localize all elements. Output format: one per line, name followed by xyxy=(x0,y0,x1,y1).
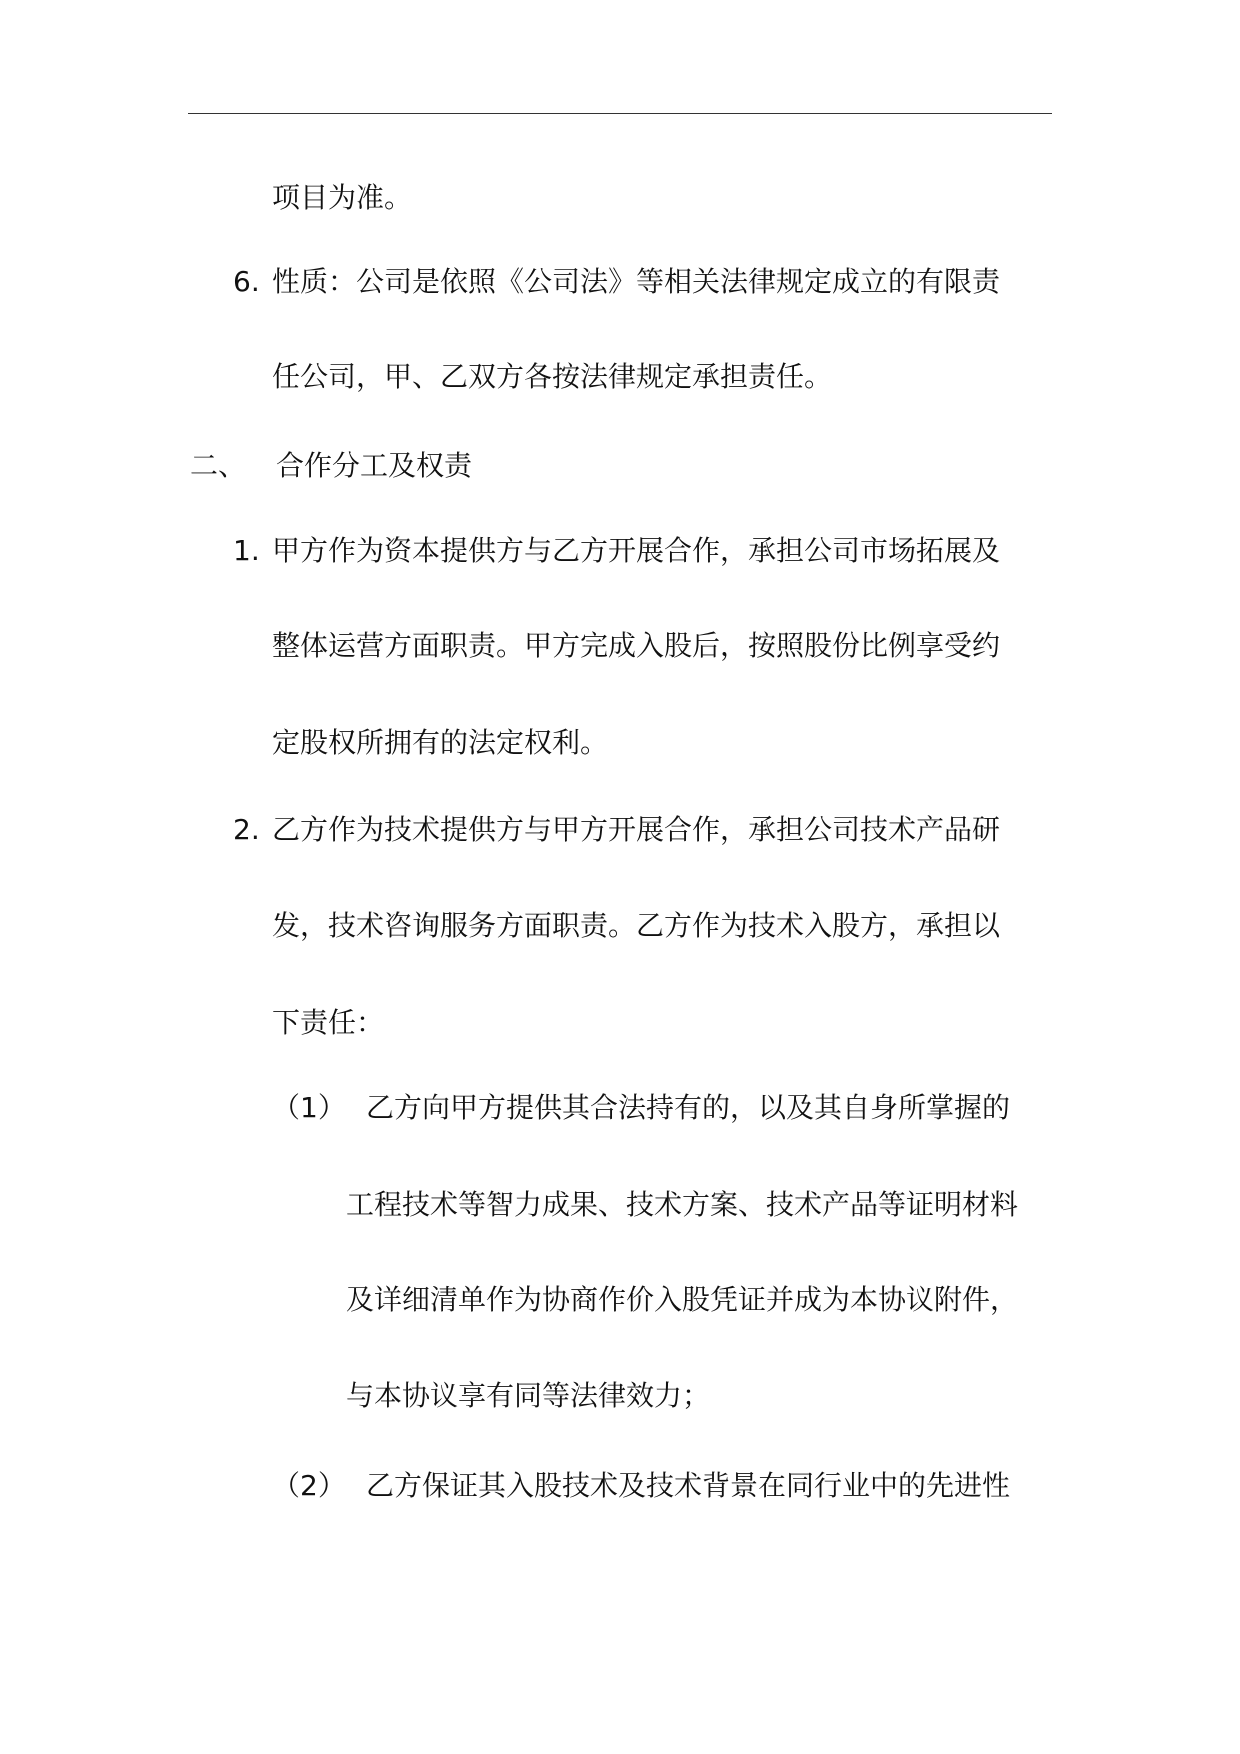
sub-1-line-4: 与本协议享有同等法律效力； xyxy=(346,1379,711,1412)
sub-1-line-1: 乙方向甲方提供其合法持有的，以及其自身所掌握的 xyxy=(366,1091,1011,1124)
sub-2-number: （2） xyxy=(272,1469,346,1502)
item-2-line-2: 发，技术咨询服务方面职责。乙方作为技术入股方，承担以 xyxy=(272,909,1001,942)
section-2-number: 二、 xyxy=(190,449,247,482)
sub-1-line-3: 及详细清单作为协商作价入股凭证并成为本协议附件， xyxy=(346,1283,1019,1316)
section-2-title: 合作分工及权责 xyxy=(276,449,473,482)
header-rule xyxy=(188,113,1052,114)
item-1-line-3: 定股权所拥有的法定权利。 xyxy=(272,726,609,759)
item-1-line-1: 甲方作为资本提供方与乙方开展合作，承担公司市场拓展及 xyxy=(272,534,1001,567)
item-1-number: 1. xyxy=(233,534,260,567)
item-6-line-1: 性质：公司是依照《公司法》等相关法律规定成立的有限责 xyxy=(272,265,1001,298)
sub-1-line-2: 工程技术等智力成果、技术方案、技术产品等证明材料 xyxy=(346,1188,1019,1221)
sub-1-number: （1） xyxy=(272,1091,346,1124)
item-6-number: 6. xyxy=(233,265,260,298)
item-2-line-3: 下责任： xyxy=(272,1006,385,1039)
paragraph-continuation: 项目为准。 xyxy=(272,181,413,214)
item-6-line-2: 任公司，甲、乙双方各按法律规定承担责任。 xyxy=(272,360,833,393)
item-2-number: 2. xyxy=(233,813,260,846)
item-1-line-2: 整体运营方面职责。甲方完成入股后，按照股份比例享受约 xyxy=(272,629,1001,662)
item-2-line-1: 乙方作为技术提供方与甲方开展合作，承担公司技术产品研 xyxy=(272,813,1001,846)
sub-2-line-1: 乙方保证其入股技术及技术背景在同行业中的先进性 xyxy=(366,1469,1011,1502)
